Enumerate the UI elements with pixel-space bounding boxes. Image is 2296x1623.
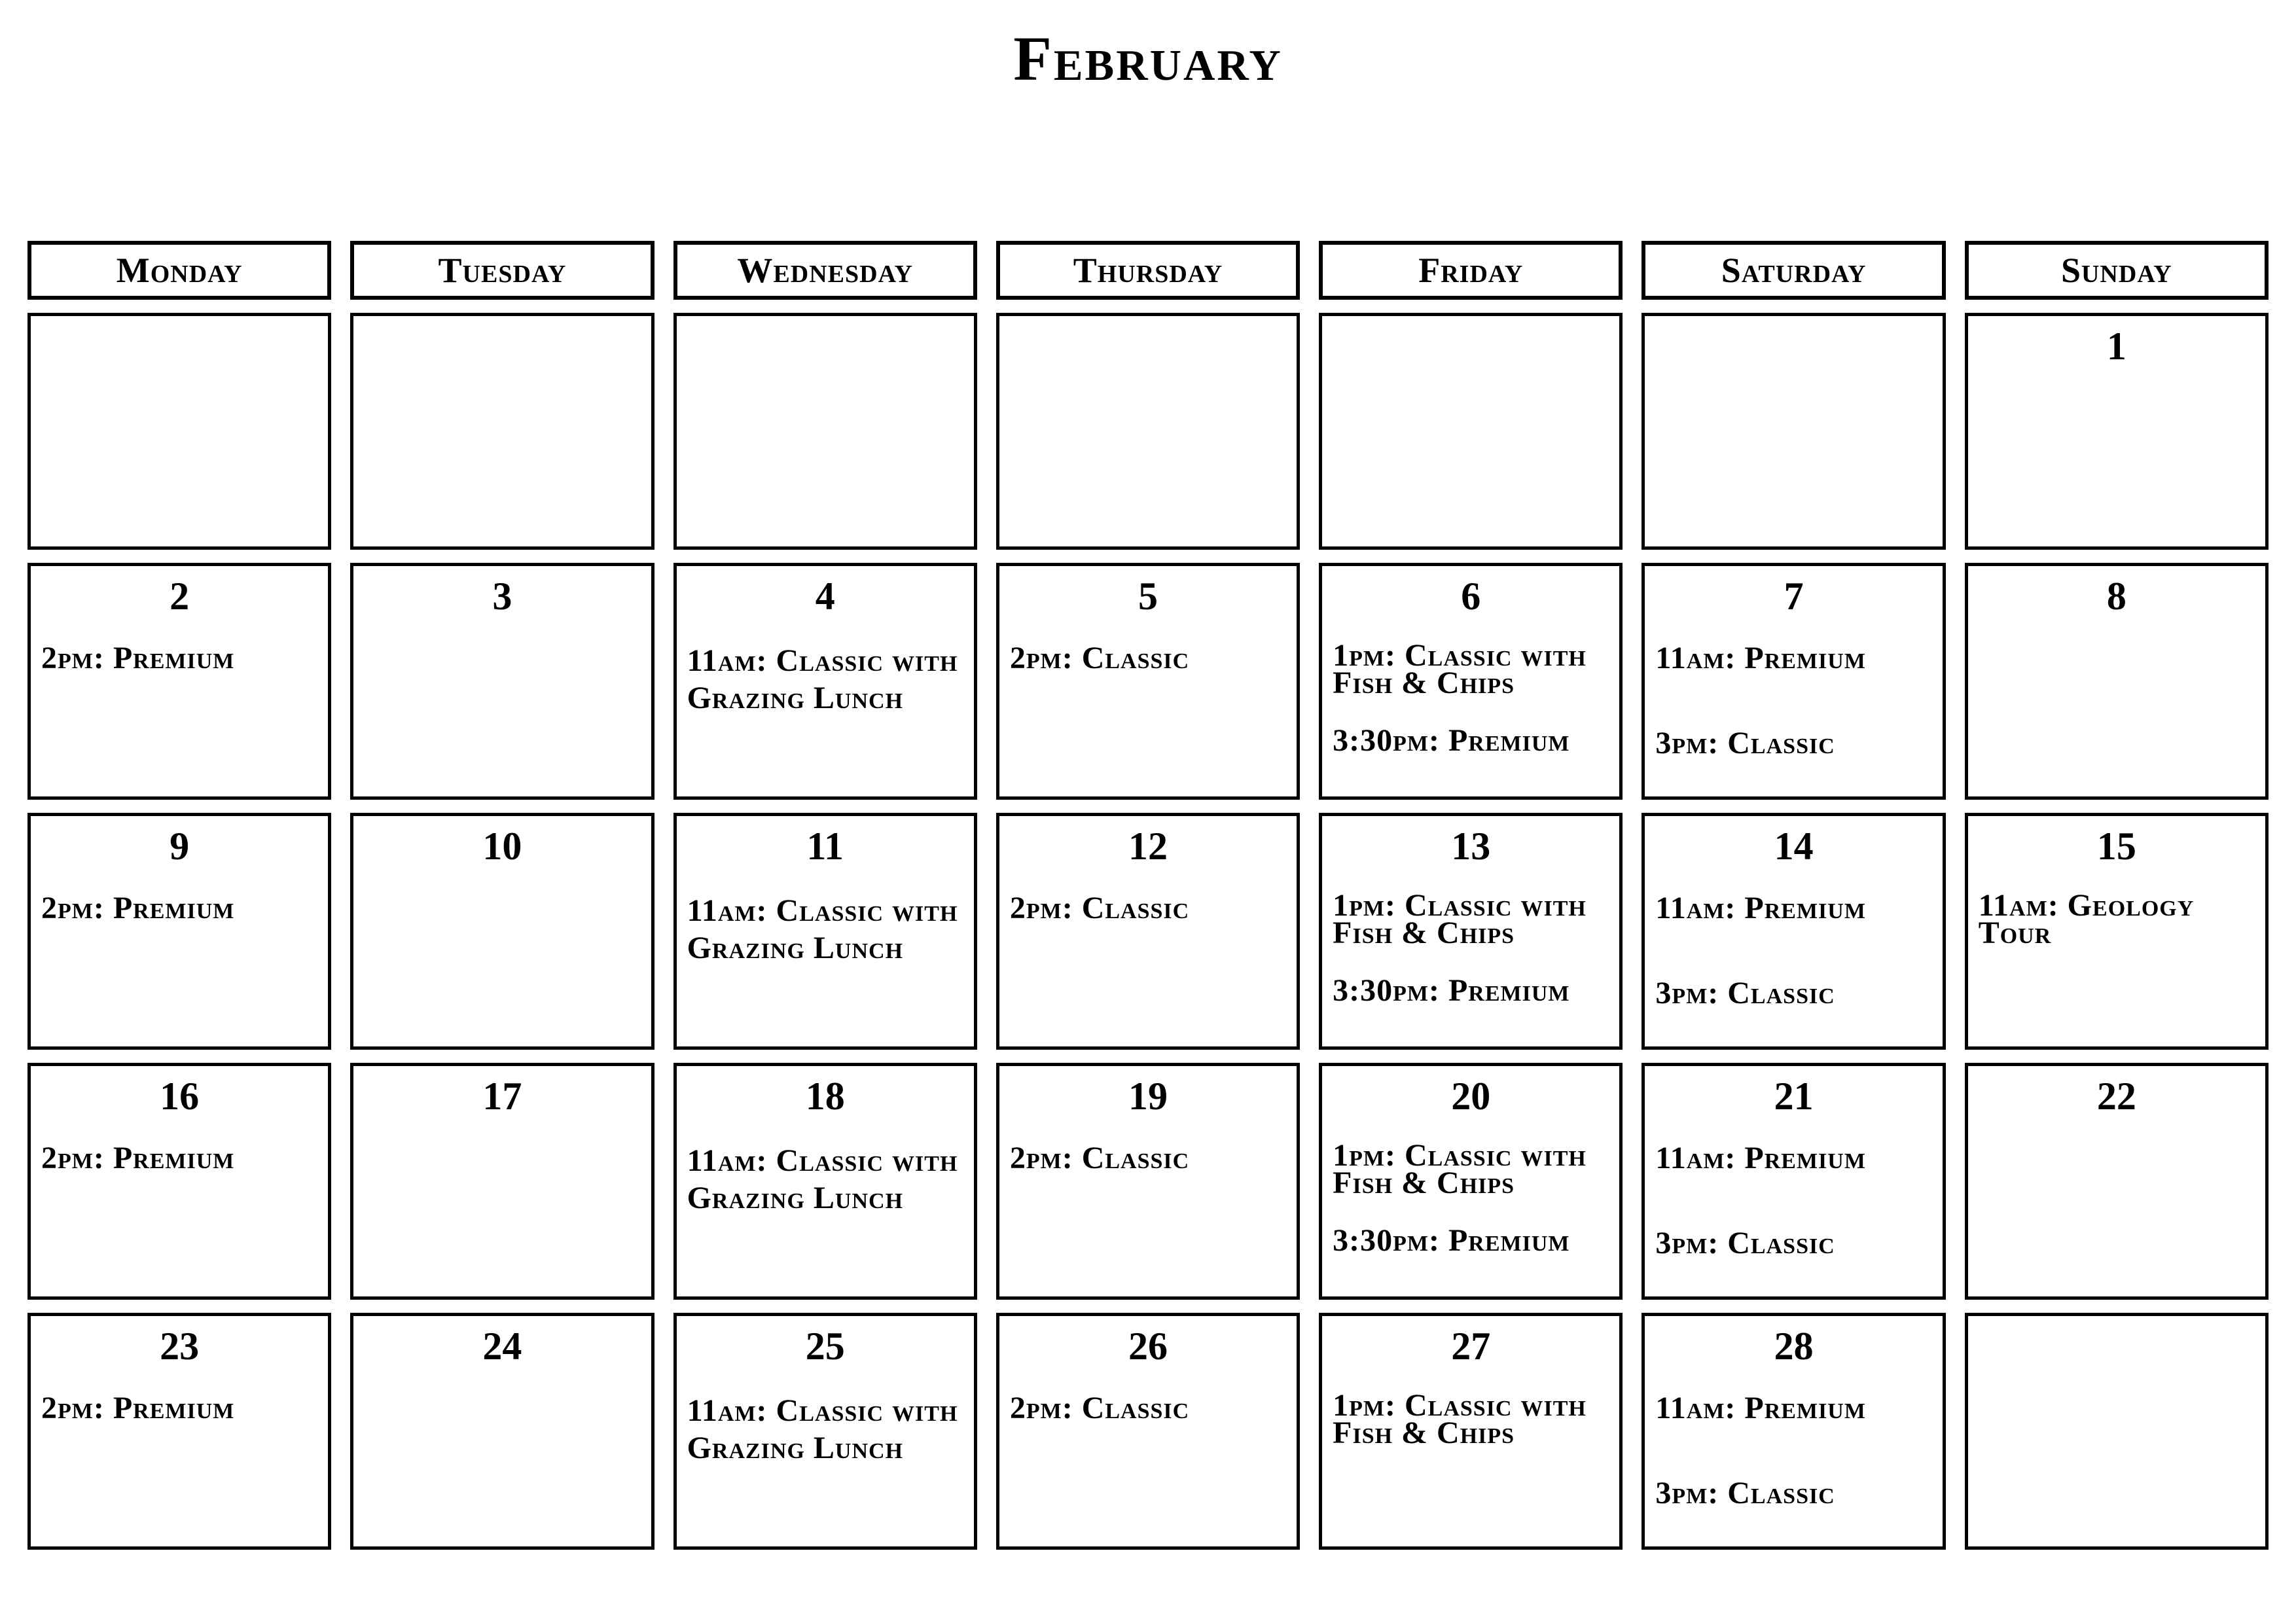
day-number: 2 [170, 575, 190, 618]
day-cell-empty [27, 313, 331, 550]
event-label: 11am: Premium [1655, 891, 1866, 925]
event-label: 2pm: Classic [1009, 891, 1190, 925]
events-list [1322, 1388, 1619, 1477]
day-cell-empty [1641, 313, 1945, 550]
event-label: 3:30pm: Premium [1333, 1223, 1570, 1258]
day-cell-28 [1641, 1313, 1945, 1550]
event-label: 2pm: Premium [41, 641, 235, 675]
weekday-header-wednesday: Wednesday [673, 241, 977, 300]
calendar-month-title: February [1013, 24, 1283, 94]
day-number: 18 [805, 1075, 845, 1118]
event-label: 11am: Premium [1655, 641, 1866, 675]
day-number: 28 [1774, 1325, 1814, 1368]
day-cell-15 [1965, 813, 2269, 1050]
day-number [1645, 327, 1942, 366]
event-label: 11am: Classic with Grazing Lunch [687, 1393, 958, 1465]
events-list [999, 1392, 1297, 1477]
event-label: 11am: Classic with Grazing Lunch [687, 1143, 958, 1215]
event-label: 11am: Premium [1655, 1141, 1866, 1175]
event-label: 11am: Premium [1655, 1391, 1866, 1425]
day-number [999, 327, 1297, 366]
day-cell-16 [27, 1063, 331, 1300]
day-number: 19 [1128, 1075, 1168, 1118]
day-number [1968, 1327, 2265, 1366]
events-list [31, 892, 328, 977]
day-number: 9 [170, 825, 190, 868]
day-cell-9 [27, 813, 331, 1050]
day-number: 10 [482, 825, 522, 868]
day-number: 5 [1138, 575, 1158, 618]
event-label: 3pm: Classic [1655, 1226, 1835, 1260]
event-label: 2pm: Premium [41, 1391, 235, 1425]
day-cell-11 [673, 813, 977, 1050]
event-label: 11am: Classic with Grazing Lunch [687, 643, 958, 715]
day-number: 8 [2106, 575, 2126, 618]
events-list [1322, 1138, 1619, 1300]
day-cell-18 [673, 1063, 977, 1300]
day-cell-14 [1641, 813, 1945, 1050]
day-number: 21 [1774, 1075, 1814, 1118]
day-number [1322, 327, 1619, 366]
weekday-header-thursday: Thursday [996, 241, 1300, 300]
day-number [677, 327, 974, 366]
weekday-header-friday: Friday [1319, 241, 1623, 300]
day-cell-19 [996, 1063, 1300, 1300]
weekday-header-tuesday: Tuesday [350, 241, 654, 300]
day-cell-empty [1319, 313, 1623, 550]
day-number: 22 [2096, 1075, 2136, 1118]
day-number: 4 [815, 575, 835, 618]
day-number: 3 [492, 575, 512, 618]
event-label: 11am: Geology Tour [1978, 888, 2195, 950]
event-label: 3:30pm: Premium [1333, 973, 1570, 1008]
day-number: 25 [805, 1325, 845, 1368]
events-list [677, 1392, 974, 1477]
weekday-header-sunday: Sunday [1965, 241, 2269, 300]
day-cell-10 [350, 813, 654, 1050]
day-cell-5 [996, 563, 1300, 800]
event-label: 1pm: Classic with Fish & Chips [1333, 1388, 1587, 1450]
day-cell-26 [996, 1313, 1300, 1550]
day-cell-7 [1641, 563, 1945, 800]
day-cell-13 [1319, 813, 1623, 1050]
event-label: 3:30pm: Premium [1333, 723, 1570, 758]
events-list [31, 642, 328, 727]
events-list [1322, 638, 1619, 800]
event-label: 3pm: Classic [1655, 1476, 1835, 1510]
day-cell-empty [350, 313, 654, 550]
day-number: 24 [482, 1325, 522, 1368]
event-label: 2pm: Classic [1009, 641, 1190, 675]
day-number: 11 [806, 825, 844, 868]
events-list [31, 1392, 328, 1477]
events-list [999, 1142, 1297, 1227]
day-number: 13 [1451, 825, 1491, 868]
day-number: 12 [1128, 825, 1168, 868]
event-label: 2pm: Premium [41, 1141, 235, 1175]
day-number: 17 [482, 1075, 522, 1118]
day-number: 14 [1774, 825, 1814, 868]
day-cell-8 [1965, 563, 2269, 800]
day-cell-empty [1965, 1313, 2269, 1550]
day-cell-empty [673, 313, 977, 550]
events-list [1968, 888, 2265, 977]
day-number: 26 [1128, 1325, 1168, 1368]
events-list [1645, 892, 1942, 1050]
weekday-header-monday: Monday [27, 241, 331, 300]
event-label: 2pm: Classic [1009, 1391, 1190, 1425]
events-list [1645, 642, 1942, 800]
events-list [31, 1142, 328, 1227]
day-cell-21 [1641, 1063, 1945, 1300]
events-list [677, 892, 974, 977]
events-list [1645, 1392, 1942, 1550]
events-list [999, 892, 1297, 977]
weekday-header-saturday: Saturday [1641, 241, 1945, 300]
day-cell-2 [27, 563, 331, 800]
day-number: 6 [1461, 575, 1481, 618]
event-label: 2pm: Premium [41, 891, 235, 925]
day-number: 23 [160, 1325, 200, 1368]
event-label: 3pm: Classic [1655, 976, 1835, 1010]
events-list [677, 642, 974, 727]
day-cell-27 [1319, 1313, 1623, 1550]
events-list [677, 1142, 974, 1227]
day-cell-3 [350, 563, 654, 800]
day-cell-20 [1319, 1063, 1623, 1300]
day-cell-22 [1965, 1063, 2269, 1300]
day-number [353, 327, 651, 366]
day-cell-4 [673, 563, 977, 800]
day-number [31, 327, 328, 366]
day-number: 15 [2096, 825, 2136, 868]
day-cell-12 [996, 813, 1300, 1050]
event-label: 1pm: Classic with Fish & Chips [1333, 638, 1587, 700]
day-cell-23 [27, 1313, 331, 1550]
day-cell-25 [673, 1313, 977, 1550]
event-label: 1pm: Classic with Fish & Chips [1333, 1138, 1587, 1200]
day-number: 20 [1451, 1075, 1491, 1118]
day-cell-empty [996, 313, 1300, 550]
day-cell-6 [1319, 563, 1623, 800]
events-list [999, 642, 1297, 727]
events-list [1645, 1142, 1942, 1300]
event-label: 1pm: Classic with Fish & Chips [1333, 888, 1587, 950]
event-label: 11am: Classic with Grazing Lunch [687, 893, 958, 965]
calendar-grid [27, 241, 2269, 1550]
event-label: 2pm: Classic [1009, 1141, 1190, 1175]
events-list [1322, 888, 1619, 1050]
day-number: 7 [1784, 575, 1804, 618]
day-cell-17 [350, 1063, 654, 1300]
day-number: 27 [1451, 1325, 1491, 1368]
day-number: 1 [2106, 325, 2126, 368]
day-cell-1 [1965, 313, 2269, 550]
day-number: 16 [160, 1075, 200, 1118]
day-cell-24 [350, 1313, 654, 1550]
event-label: 3pm: Classic [1655, 726, 1835, 760]
